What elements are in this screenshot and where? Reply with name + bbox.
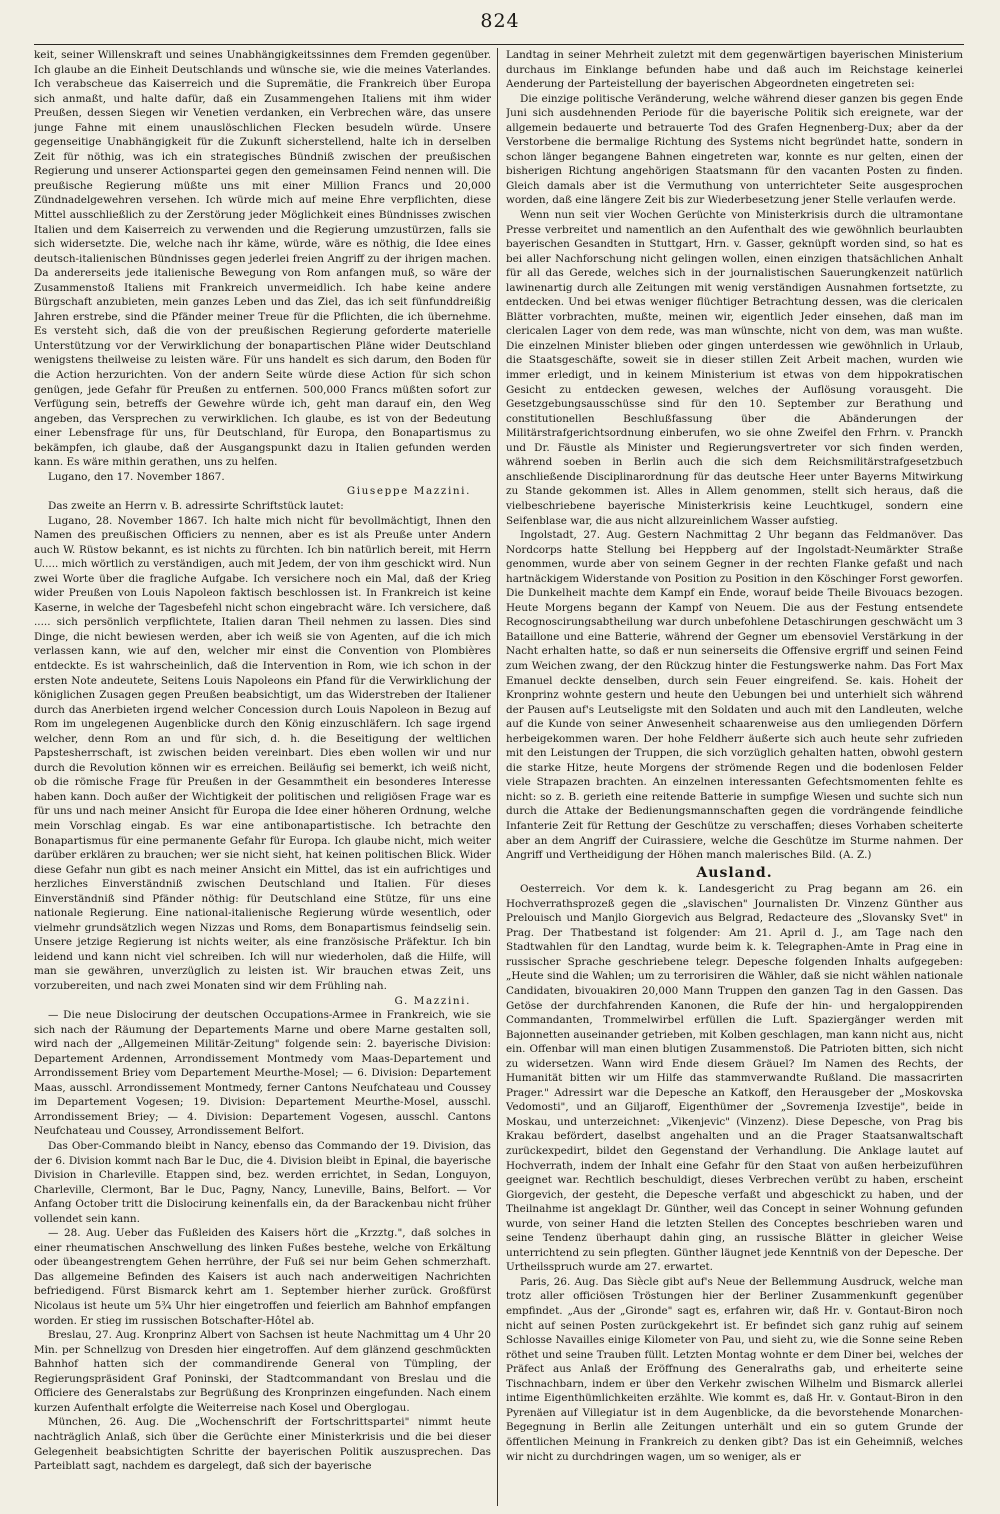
article-paragraph: Oesterreich. Vor dem k. k. Landesgericht zu Prag begann am 26. ein Hochverrathsprozeß gegen die „slavischen" Journalisten Dr. Vinzenz Günther aus Prelouisch und Manjlo Giorgevich aus Belgrad, Redacteure des „Slovansky Svet" in Prag. Der Thatbestand ist folgender: Am 21. April d. J., am Tage nach den Stadtwahlen für den Landtag, wurde beim k. k. Telegraphen-Amte in Prag eine in russischer Sprache geschriebene telegr. Depesche folgenden Inhalts aufgegeben: „Heute sind die Wahlen; um zu terrorisiren die Wähler, daß sie nicht wählen nationale Candidaten, bivouakiren 20,000 Mann Truppen den ganzen Tag in den Gassen. Das Getöse der durchfahrenden Kanonen, die Rufe der hin- und hergaloppirenden Commandanten, Trommelwirbel erfüllen die Luft. Spaziergänger werden mit Bajonnetten auseinander getrieben, mit Kolben geschlagen, man kann nicht aus, nicht ein. Offenbar will man einen blutigen Zusammenstoß. Die Patrioten bitten, sich nicht zu widersetzen. Wann wird Ende diesem Gräuel? Im Namen des Rechts, der Humanität bitten wir um Hilfe das stammverwandte Rußland. Die massacrirten Prager." Adressirt war die Depesche an Katkoff, den Herausgeber der „Moskovska Vedomosti", und an Giljaroff, Eigenthümer der „Sovremenja Izvestije", beide in Moskau, und unterzeichnet: „Vikenjevic" (Vinzenz). Diese Depesche, von Prag bis Krakau befördert, daselbst angehalten und an die Prager Staatsanwaltschaft zurückexpedirt, bildet den Gegenstand der Verhandlung. Die Anklage lautet auf Hochverrath, indem der Inhalt eine Gefahr für den Staat von außen herbeizuführen geeignet war. Rechtlich beschuldigt, dieses Verbrechen verübt zu haben, erscheint Giorgevich, der gesteht, die Depesche verfaßt und abgeschickt zu haben, und der Theilnahme ist angeklagt Dr. Günther, weil das Concept in seiner Wohnung gefunden wurde, von seiner Hand die letzten Stellen des Conceptes beschrieben waren und seine Tendenz überhaupt dahin ging, an russische Blätter in gleicher Weise unterrichtend zu sein pflegten. Günther läugnet jede Kenntniß von der Depesche. Der Urtheilsspruch wurde am 27. erwartet. bbox=[506, 883, 963, 1274]
article-paragraph: Paris, 26. Aug. Das Siècle gibt auf's Neue der Bellemmung Ausdruck, welche man trotz aller officiösen Tröstungen hier der Berliner Zusammenkunft gegenüber empfindet. „Aus der „Gironde" sagt es, erfahren wir, daß Hr. v. Gontaut-Biron noch nicht auf seinen Posten zurückgekehrt ist. Er befindet sich ganz ruhig auf seinem Schlosse Navailles einige Kilometer von Pau, und sieht zu, wie die Sonne seine Reben röthet und seine Trauben füllt. Letzten Montag wohnte er dem Diner bei, welches der Präfect aus Anlaß der Eröffnung des Generalraths gab, und erheiterte seine Tischnachbarn, indem er über den Verkehr zwischen Wilhelm und Bismarck allerlei intime Eigenthümlichkeiten erzählte. Wie kommt es, daß Hr. v. Gontaut-Biron in den Pyrenäen auf Villegiatur ist in dem Augenblicke, da die bevorstehende Monarchen-Begegnung in Berlin alle Zeitungen unterhält und ein so gutem Grunde der öffentlichen Meinung in Frankreich zu denken gibt? Das ist ein Geheimniß, welches wir nicht zu durchdringen wagen, um so weniger, als er bbox=[506, 1275, 963, 1463]
signature: G. Mazzini. bbox=[394, 994, 471, 1007]
left-column bbox=[34, 48, 491, 1506]
article-paragraph: Das zweite an Herrn v. B. adressirte Schriftstück lautet: bbox=[48, 499, 344, 512]
signature: Giuseppe Mazzini. bbox=[346, 485, 471, 498]
article-paragraph: — 28. Aug. Ueber das Fußleiden des Kaisers hört die „Krzztg.", daß solches in einer rheumatischen Anschwellung des linken Fußes bestehe, welche von Erkältung oder übeangestrengtem Gehen herrühre, der Fuß sei nur beim Gehen schmerzhaft. Das allgemeine Befinden des Kaisers ist auch nach anderweitigen Nachrichten befriedigend. Fürst Bismarck kehrt am 1. September hierher zurück. Großfürst Nicolaus ist heute um 5¾ Uhr hier eingetroffen und feierlich am Bahnhof empfangen worden. Er stieg im russischen Botschafter-Hôtel ab. bbox=[34, 1227, 491, 1327]
section-heading: Ausland. bbox=[696, 864, 773, 881]
right-column bbox=[506, 48, 963, 1506]
article-paragraph: Das Ober-Commando bleibt in Nancy, ebenso das Commando der 19. Division, das der 6. Division kommt nach Bar le Duc, die 4. Division bleibt in Epinal, die bayerische Division in Charleville. Etappen sind, bez. werden errichtet, in Sedan, Longuyon, Charleville, Clermont, Bar le Duc, Pagny, Nancy, Luneville, Bains, Belfort. — Vor Anfang October tritt die Dislocirung keinenfalls ein, da der Barackenbau nicht früher vollendet sein kann. bbox=[34, 1140, 491, 1225]
column-divider bbox=[497, 48, 498, 1506]
article-paragraph: — Die neue Dislocirung der deutschen Occupations-Armee in Frankreich, wie sie sich nach der Räumung der Departements Marne und obere Marne gestalten soll, wird nach der „Allgemeinen Militär-Zeitung" folgende sein: 2. bayerische Division: Departement Ardennen, Arrondissement Montmedy vom Maas-Departement und Arrondissement Briey vom Departement Meurthe-Mosel; — 6. Division: Departement Maas, ausschl. Arrondissement Montmedy, ferner Cantons Neufchateau und Coussey im Departement Vogesen; 19. Division: Departement Meurthe-Mosel, ausschl. Arrondissement Briey; — 4. Division: Departement Vogesen, ausschl. Cantons Neufchateau und Coussey, Arrondissement Belfort. bbox=[34, 1009, 491, 1138]
article-paragraph: Lugano, 28. November 1867. Ich halte mich nicht für bevollmächtigt, Ihnen den Namen des preußischen Officiers zu nennen, aber es ist als Preuße unter Andern auch W. Rüstow bekannt, es ist nichts zu fürchten. Ich bin natürlich bereit, mit Herrn U..... mich wörtlich zu verständigen, auch mit Jedem, der von ihm geschickt wird. Nun zwei Worte über die fragliche Aufgabe. Ich versichere noch ein Mal, daß der Krieg wider Preußen von Louis Napoleon faktisch beschlossen ist. In Frankreich ist keine Kaserne, in welche der Tagesbefehl nicht schon eingebracht wäre. Ich versichere, daß ..... sich persönlich verpflichtete, Italien daran Theil nehmen zu lassen. Dies sind Dinge, die nicht bewiesen werden, aber ich weiß sie von Agenten, auf die ich mich verlassen kann, wie auf den, welcher mir einst die Convention von Plombières entdeckte. Es ist wahrscheinlich, daß die Intervention in Rom, wie ich schon in der ersten Note andeutete, Seitens Louis Napoleons ein Pfand für die Verwirklichung der königlichen Zusagen gegen Preußen beabsichtigt, um das Widerstreben der Italiener durch das Anerbieten irgend welcher Concession durch Louis Napoleon in Bezug auf Rom im ungelegenen Augenblicke durch den König einzuschläfern. Ich sage irgend welcher, denn Rom an und für sich, d. h. die Beseitigung der weltlichen Papstesherrschaft, ist zwischen beiden vereinbart. Dies eben wollen wir und nur durch die Revolution können wir es erreichen. Beiläufig sei bemerkt, ich weiß nicht, ob die römische Frage für Preußen in der Gesammtheit ein besonderes Interesse haben kann. Doch außer der Wichtigkeit der politischen und religiösen Frage war es für uns und nach meiner Ansicht für Europa die Idee einer höheren Ordnung, welche mein Vorschlag eingab. Es war eine antibonapartistische. Ich betrachte den Bonapartismus für eine permanente Gefahr für Europa. Ich glaube nicht, mich weiter darüber erklären zu brauchen; wer sie nicht sieht, hat keinen politischen Blick. Wider diese Gefahr nun gibt es nach meiner Ansicht ein Mittel, das ist ein aufrichtiges und herzliches Einverständniß zwischen Deutschland und Italien. Für dieses Einverständniß sind Pfänder nöthig: für Deutschland eine Stütze, für uns eine nationale Regierung. Eine national-italienische Regierung würde wesentlich, oder vielmehr grundsätzlich wegen Nizzas und Roms, dem Bonapartismus feindselig sein. Unsere jetzige Regierung ist nichts weiter, als eine französische Präfektur. Ich bin leidend und kann nicht viel schreiben. Ich will nur wiederholen, daß die Hilfe, will man sie gewähren, unverzüglich zu leisten ist. Wir brauchen etwas Zeit, uns vorzubereiten, und nach zwei Monaten sind wir dem Frühling nah. bbox=[34, 514, 491, 992]
page-number: 824 bbox=[480, 10, 520, 32]
article-paragraph: Wenn nun seit vier Wochen Gerüchte von Ministerkrisis durch die ultramontane Presse verbreitet und namentlich an den Aufenthalt des wie gewöhnlich beurlaubten bayerischen Gesandten in Stuttgart, Hrn. v. Gasser, geknüpft worden sind, so hat es bei aller Nachforschung nicht gelingen wollen, einen einzigen thatsächlichen Anhalt für all das Gerede, welches sich in der journalistischen Sauerungkenzeit natürlich lawinenartig durch alle Zeitungen mit wenig verständigen Ausnahmen fortsetzte, zu entdecken. Und bei etwas weniger flüchtiger Betrachtung dessen, was die clericalen Blätter vorbrachten, mußte, meinen wir, eigentlich Jeder einsehen, daß man im clericalen Lager von dem rede, was man wünschte, nicht von dem, was man wußte. Die einzelnen Minister blieben oder gingen unterdessen wie gewöhnlich in Urlaub, die Staatsgeschäfte, soweit sie in dieser stillen Zeit Arbeit machen, wurden wie immer erledigt, und in keinem Ministerium ist etwas von dem hippokratischen Gesicht zu entdecken gewesen, welches der Auflösung vorausgeht. Die Gesetzgebungsausschüsse sind für den 10. September zur Berathung und constitutionellen Beschlußfassung über die Abänderungen der Militärstrafgerichtsordnung einberufen, wo sie ohne Zweifel den Frhrn. v. Pranckh und Dr. Fäustle als Minister und Regierungsvertreter vor sich finden werden, während soeben in Berlin auch die sich dem Reichsmilitärstrafgesetzbuch anschließende Disciplinarordnung für das deutsche Heer unter Bayerns Mitwirkung zu Stande gekommen ist. Alles in Allem genommen, stellt sich heraus, daß die vielbeschriebene bayerische Ministerkrisis keine Leuchtkugel, sondern eine Seifenblase war, die aus nicht allzureinlichem Wasser aufstieg. bbox=[506, 209, 963, 527]
article-paragraph: keit, seiner Willenskraft und seines Unabhängigkeitssinnes dem Fremden gegenüber. Ich glaube an die Einheit Deutschlands und wünsche sie, wie die meines Vaterlandes. Ich verabscheue das Kaiserreich und die Supremätie, die Frankreich über Europa sich anmaßt, und halte dafür, daß ein Zusammengehen Italiens mit ihm wider Preußen, dessen Siegen wir Venetien verdanken, ein Verbrechen wäre, das unsere junge Fahne mit einem unauslöschlichen Flecken besudeln würde. Unsere gegenseitige Unabhängigkeit für die Zukunft sicherstellend, halte ich in derselben Zeit für nöthig, was ich ein strategisches Bündniß zwischen der preußischen Regierung und unserer Actionspartei gegen den gemeinsamen Feind nennen will. Die preußische Regierung müßte uns mit einer Million Francs und 20,000 Zündnadelgewehren versehen. Ich würde mich auf meine Ehre verpflichten, diese Mittel ausschließlich zu der Zerstörung jeder Möglichkeit eines Bündnisses zwischen Italien und dem Kaiserreich zu verwenden und die Regierung umzustürzen, falls sie sich widersetzte. Die, welche nach ihr käme, würde, wäre es nöthig, die Idee eines deutsch-italienischen Bündnisses gegen jederlei freien Angriff zu der ihrigen machen. Da andererseits jede italienische Bewegung von Rom anfangen muß, so wäre der Zusammenstoß Italiens mit Frankreich unvermeidlich. Ich habe keine andere Bürgschaft anzubieten, mein ganzes Leben und das Ziel, das ich seit fünfunddreißig Jahren erstrebe, sind die Pfänder meiner Treue für die Pflichten, die ich übernehme. Es versteht sich, daß die von der preußischen Regierung geforderte materielle Unterstützung vor der Verwirklichung der bonapartischen Pläne wider Deutschland wenigstens theilweise zu leisten wäre. Für uns handelt es sich darum, den Boden für die Action herzurichten. Von der andern Seite würde diese Action für sich schon genügen, jede Gefahr für Preußen zu entfernen. 500,000 Francs müßten sofort zur Verfügung sein, betreffs der Gewehre würde ich, geht man darauf ein, den Weg angeben, das Versprechen zu verwirklichen. Ich glaube, es ist von der Bedeutung einer Lebensfrage für uns, für Deutschland, für Europa, den Bonapartismus zu bekämpfen, ich glaube, daß der Ausgangspunkt dazu in Italien gefunden werden kann. Es wäre mithin gerathen, uns zu helfen. bbox=[34, 49, 491, 469]
header-rule bbox=[34, 44, 964, 45]
article-paragraph: Breslau, 27. Aug. Kronprinz Albert von Sachsen ist heute Nachmittag um 4 Uhr 20 Min. per Schnellzug von Dresden hier eingetroffen. Auf dem glänzend geschmückten Bahnhof hatten sich der commandirende General von Tümpling, der Regierungspräsident Graf Poninski, der Stadtcommandant von Breslau und die Officiere des Generalstabs zur Begrüßung des Kronprinzen eingefunden. Nach einem kurzen Aufenthalt erfolgte die Weiterreise nach Kosel und Oberglogau. bbox=[34, 1329, 491, 1414]
article-paragraph: München, 26. Aug. Die „Wochenschrift der Fortschrittspartei" nimmt heute nachträglich Anlaß, sich über die Gerüchte einer Ministerkrisis und die bei dieser Gelegenheit beabsichtigten Schritte der bayerischen Politik auszusprechen. Das Parteiblatt sagt, nachdem es dargelegt, daß sich der bayerische bbox=[34, 1416, 491, 1473]
article-paragraph: Ingolstadt, 27. Aug. Gestern Nachmittag 2 Uhr begann das Feldmanöver. Das Nordcorps hatte Stellung bei Heppberg auf der Ingolstadt-Neumärkter Straße genommen, wurde aber von seinem Gegner in der rechten Flanke gefaßt und nach hartnäckigem Widerstande von Position zu Position in den Köschinger Forst geworfen. Die Dunkelheit machte dem Kampf ein Ende, worauf beide Theile Bivouacs bezogen. Heute Morgens begann der Kampf von Neuem. Die aus der Festung entsendete Recognoscirungsabtheilung war durch unbefohlene Detaschirungen geschwächt um 3 Bataillone und eine Batterie, während der Gegner um ebensoviel Verstärkung in der Nacht erhalten hatte, so daß er nun seinerseits die Offensive ergriff und seinen Feind zum Weichen zwang, der den Rückzug hinter die Festungswerke nahm. Das Fort Max Emanuel deckte denselben, durch sein Feuer eingreifend. Se. kais. Hoheit der Kronprinz wohnte gestern und heute den Uebungen bei und unterhielt sich während der Pausen auf's Leutseligste mit den Soldaten und auch mit den Landleuten, welche auf die Kunde von seiner Anwesenheit schaarenweise aus den umliegenden Dörfern herbeigekommen waren. Der hohe Feldherr äußerte sich auch heute sehr zufrieden mit den Leistungen der Truppen, die sich vorzüglich gehalten hatten, obwohl gestern die starke Hitze, heute Morgens der strömende Regen und die bodenlosen Felder viele Strapazen brachten. An einzelnen interessanten Gefechtsmomenten fehlte es nicht: so z. B. gerieth eine reitende Batterie in sumpfige Wiesen und suchte sich nun durch die Attake der Bedienungsmannschaften gegen die vordrängende feindliche Infanterie Zeit für Rettung der Geschütze zu verschaffen; dieses Vorhaben scheiterte aber an dem Angriff der Cuirassiere, welche die Geschütze im Sturme nahmen. Der Angriff und Vertheidigung der Höhen manch malerisches Bild. (A. Z.) bbox=[506, 529, 963, 862]
article-paragraph: Die einzige politische Veränderung, welche während dieser ganzen bis gegen Ende Juni sich ausdehnenden Periode für die bayerische Politik sich ereignete, war der allgemein bedauerte und betrauerte Tod des Grafen Hegnenberg-Dux; aber da der Verstorbene die bermalige Richtung des Systems nicht begründet hatte, sondern in schon länger begangene Bahnen eingetreten war, konnte es nur gelten, einen der bisherigen Richtung angehörigen Staatsmann für den vacanten Posten zu finden. Gleich damals aber ist die Vermuthung von unterrichteter Seite ausgesprochen worden, daß eine längere Zeit bis zur Wiederbesetzung jener Stelle verlaufen werde. bbox=[506, 92, 963, 207]
dateline: Lugano, den 17. November 1867. bbox=[48, 470, 225, 483]
article-paragraph: Landtag in seiner Mehrheit zuletzt mit dem gegenwärtigen bayerischen Ministerium durchaus im Einklange befunden habe und daß auch im Reichstage keinerlei Aenderung der Parteistellung der bayerischen Abgeordneten eingetreten sei: bbox=[506, 49, 963, 91]
